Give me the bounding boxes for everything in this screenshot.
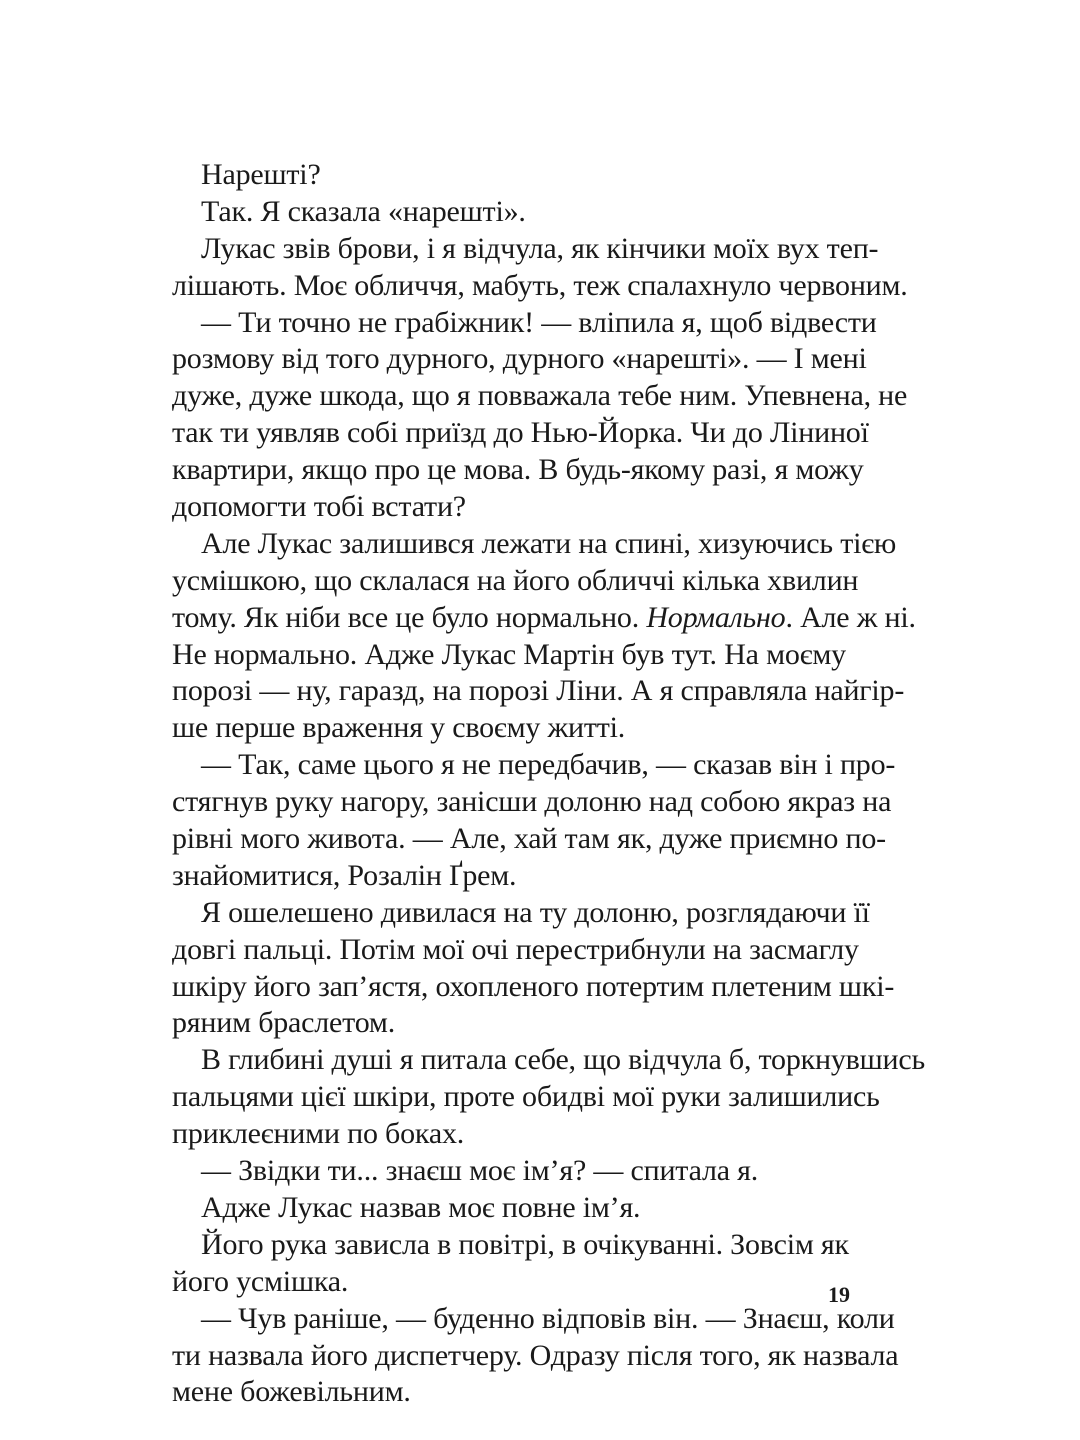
text-line: знайомитися, Розалін Ґрем. — [172, 858, 517, 892]
text-line: його усмішка. — [172, 1264, 349, 1298]
text-line: ряним браслетом. — [172, 1006, 396, 1040]
text-line: Але Лукас залишився лежати на спині, хизуючись тією — [201, 526, 897, 560]
text-line: шкіру його зап’ястя, охопленого потертим плетеним шкі- — [172, 969, 895, 1003]
text-line: довгі пальці. Потім мої очі перестрибнули на засмаглу — [172, 932, 859, 966]
text-line: — Звідки ти... знаєш моє ім’я? — спитала я. — [201, 1154, 759, 1188]
text-line: Так. Я сказала «нарешті». — [201, 194, 526, 228]
text-line: мене божевільним. — [172, 1375, 411, 1409]
text-line: квартири, якщо про це мова. В будь-якому разі, я можу — [172, 453, 864, 487]
text-line: В глибині душі я питала себе, що відчула б, торкнувшись — [201, 1043, 926, 1077]
text-line: так ти уявляв собі приїзд до Нью-Йорка. Чи до Ліниної — [172, 416, 869, 450]
text-line: — Так, саме цього я не передбачив, — сказав він і про- — [201, 748, 896, 782]
text-line: розмову від того дурного, дурного «нарешті». — І мені — [172, 342, 867, 376]
text-line: дуже, дуже шкода, що я повважала тебе ним. Упевнена, не — [172, 379, 908, 413]
text-line: приклеєними по боках. — [172, 1117, 465, 1151]
text-line: пальцями цієї шкіри, проте обидві мої руки залишились — [172, 1080, 880, 1114]
page-number: 19 — [828, 1282, 850, 1307]
text-line: Я ошелешено дивилася на ту долоню, розглядаючи її — [201, 895, 870, 929]
text-line — [172, 600, 916, 637]
text-line: ше перше враження у своєму житті. — [172, 711, 626, 745]
text-line: — Чув раніше, — буденно відповів він. — Знаєш, коли — [201, 1301, 895, 1335]
text-line: Його рука зависла в повітрі, в очікуванні. Зовсім як — [201, 1227, 849, 1261]
text-line: ти назвала його диспетчеру. Одразу після того, як назвала — [172, 1338, 899, 1372]
body-text — [172, 157, 926, 1411]
text-line: стягнув руку нагору, занісши долоню над собою якраз на — [172, 785, 892, 819]
italic-word: Нормально — [646, 600, 786, 634]
text-line: порозі — ну, гаразд, на порозі Ліни. А я справляла найгір- — [172, 674, 905, 708]
text-run: . Але ж ні. — [785, 600, 916, 634]
text-line: — Ти точно не грабіжник! — вліпила я, щоб відвести — [201, 305, 877, 339]
text-line: Не нормально. Адже Лукас Мартін був тут. На моєму — [172, 637, 846, 671]
text-line: лішають. Моє обличчя, мабуть, теж спалахнуло червоним. — [172, 268, 908, 302]
text-run: тому. Як ніби все це було нормально. — [172, 600, 647, 634]
text-line: допомогти тобі встати? — [172, 490, 466, 524]
text-line: Лукас звів брови, і я відчула, як кінчики моїх вух теп- — [201, 231, 879, 265]
text-line: Нарешті? — [201, 158, 321, 191]
text-line: рівні мого живота. — Але, хай там як, дуже приємно по- — [172, 822, 886, 856]
text-line: Адже Лукас назвав моє повне ім’я. — [201, 1190, 641, 1224]
text-line: усмішкою, що склалася на його обличчі кілька хвилин — [172, 563, 859, 597]
